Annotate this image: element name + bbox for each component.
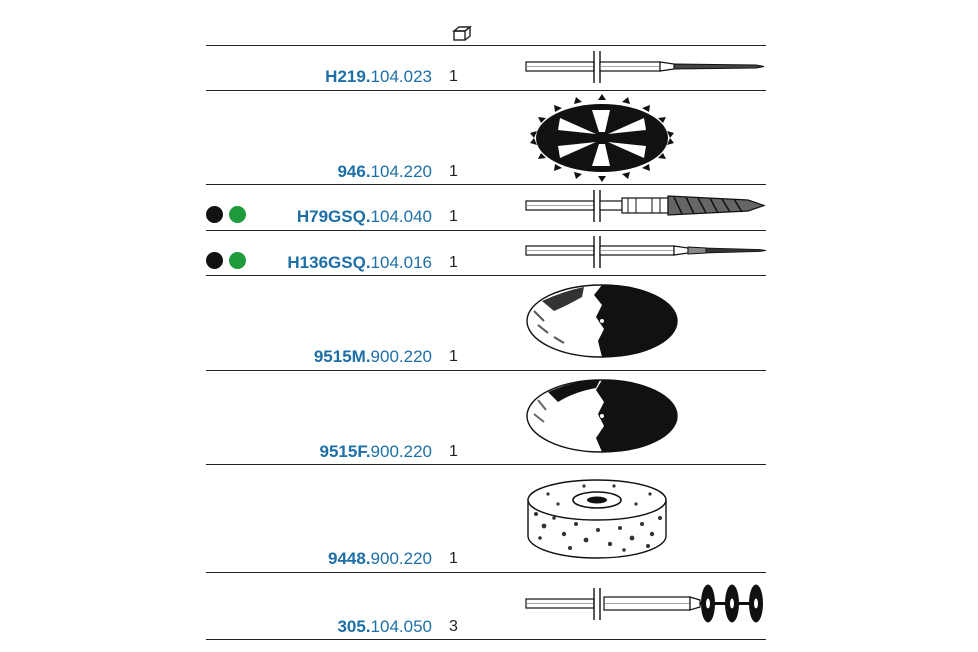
product-code[interactable] [337, 617, 432, 637]
quantity: 1 [449, 550, 458, 567]
product-code[interactable] [314, 347, 432, 367]
product-code[interactable] [337, 162, 432, 182]
quantity: 1 [449, 163, 458, 180]
quantity: 1 [449, 68, 458, 85]
code-suffix: 104.016 [370, 253, 432, 272]
table-row [206, 275, 766, 370]
table-row [206, 572, 766, 639]
code-prefix: 9515M. [313, 347, 371, 366]
table-row [206, 464, 766, 572]
code-suffix: 104.040 [370, 207, 432, 226]
table-row [206, 370, 766, 464]
code-suffix: 104.050 [370, 617, 432, 636]
code-prefix: H136GSQ. [287, 253, 371, 272]
code-prefix: 946. [337, 162, 371, 181]
package-box-icon [452, 24, 472, 42]
product-table [206, 0, 766, 652]
product-code[interactable] [297, 207, 432, 227]
code-prefix: H219. [325, 67, 371, 86]
row-divider [206, 639, 766, 640]
product-code[interactable] [287, 253, 432, 273]
code-prefix: 305. [337, 617, 371, 636]
code-suffix: 104.023 [370, 67, 432, 86]
product-code[interactable] [325, 67, 432, 87]
indicator-dots [206, 206, 246, 223]
black-dot-icon [206, 206, 223, 223]
product-code[interactable] [328, 549, 432, 569]
quantity: 1 [449, 208, 458, 225]
quantity: 3 [449, 618, 458, 635]
code-suffix: 900.220 [370, 442, 432, 461]
green-dot-icon [229, 252, 246, 269]
code-suffix: 900.220 [370, 549, 432, 568]
table-row [206, 45, 766, 90]
product-code[interactable] [320, 442, 433, 462]
polishing-wheel-brush-image [524, 474, 674, 564]
polishing-disc-medium-image [524, 281, 688, 361]
quantity: 1 [449, 348, 458, 365]
code-suffix: 104.220 [370, 162, 432, 181]
table-row [206, 184, 766, 230]
table-row [206, 90, 766, 184]
quantity: 1 [449, 443, 458, 460]
green-dot-icon [229, 206, 246, 223]
quantity: 1 [449, 254, 458, 271]
code-prefix: H79GSQ. [296, 207, 371, 226]
code-prefix: 9448. [328, 549, 371, 568]
indicator-dots [206, 252, 246, 269]
long-shank-fine-bur-image [524, 49, 766, 87]
table-row [206, 230, 766, 275]
polishing-disc-fine-image [524, 376, 688, 456]
toothed-saw-disc-image [524, 94, 684, 182]
mandrel-with-discs-image [524, 582, 766, 628]
code-suffix: 900.220 [370, 347, 432, 366]
long-shank-tapered-cutter-image [524, 188, 766, 226]
black-dot-icon [206, 252, 223, 269]
code-prefix: 9515F. [319, 442, 371, 461]
long-shank-thin-cutter-image [524, 234, 766, 272]
